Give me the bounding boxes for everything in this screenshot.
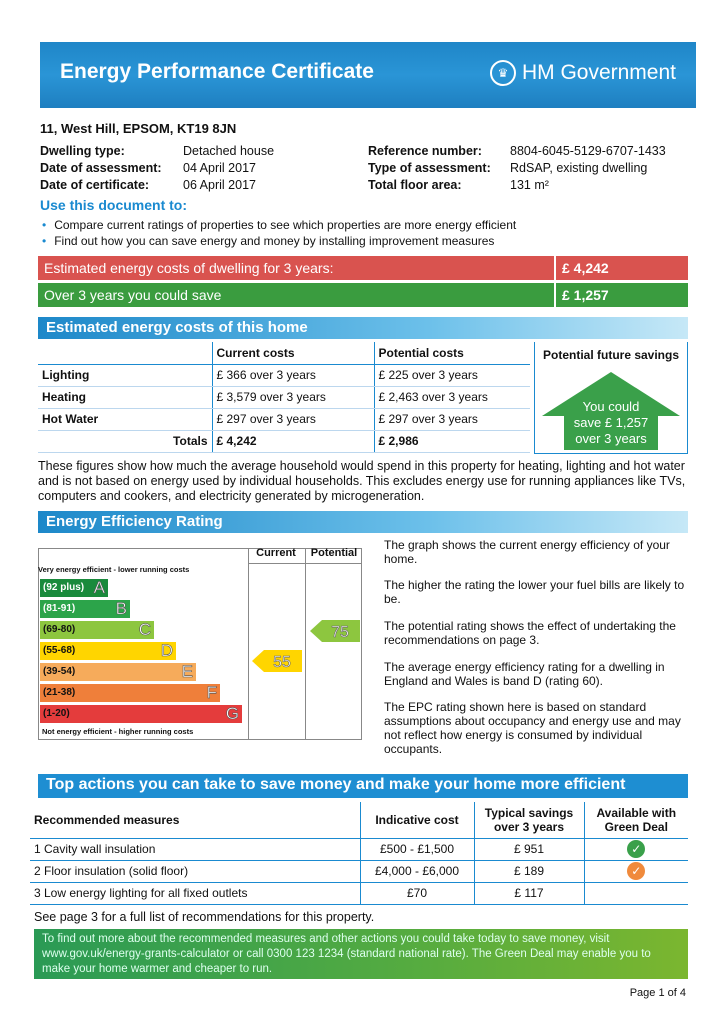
bullet-item: • Find out how you can save energy and money by installing improvement measures (42, 233, 516, 249)
table-row (30, 838, 688, 860)
column-potential-label: Potential (310, 547, 358, 559)
measure-cost: £500 - £1,500 (360, 838, 474, 860)
measure-saving: £ 117 (474, 882, 584, 904)
divider (248, 563, 362, 564)
efficiency-note: The EPC rating shown here is based on standard assumptions about occupancy and energy use and may not reflect how energy is consumed by individual occupants. (384, 700, 681, 756)
actions-header-cost: Indicative cost (360, 802, 474, 838)
band-c: (69-80) C (40, 621, 154, 639)
green-deal-info: To find out more about the recommended measures and other actions you could take today to save money, visit www.gov.uk/energy-grants-calculator or call 0300 123 1234 (standard national rate). The Green Deal may enable you to make your home warmer and cheaper to run. (34, 929, 688, 979)
top-actions-title: Top actions you can take to save money and make your home more efficient (38, 774, 688, 798)
table-row (38, 408, 530, 430)
measure-name: 2 Floor insulation (solid floor) (30, 860, 360, 882)
savings-label: Over 3 years you could save (44, 287, 222, 303)
green-deal-cell (584, 838, 688, 860)
details-left (40, 143, 274, 194)
measure-saving: £ 189 (474, 860, 584, 882)
green-deal-cell (584, 860, 688, 882)
band-e: (39-54) E (40, 663, 196, 681)
band-g: (1-20) G (40, 705, 242, 723)
government-label: HM Government (521, 61, 676, 84)
efficiency-note: The potential rating shows the effect of undertaking the recommendations on page 3. (384, 619, 676, 647)
table-row (30, 882, 688, 904)
costs-header-blank (38, 342, 212, 364)
costs-potential-hot-water: £ 297 over 3 years (374, 408, 530, 430)
current-rating-value: 55 (273, 654, 291, 671)
table-row (30, 860, 688, 882)
crest-icon: ♛ (490, 60, 516, 86)
detail-assessment-type: Type of assessment: RdSAP, existing dwelling (368, 161, 648, 175)
estimated-cost-bar (38, 256, 688, 280)
government-logo (490, 60, 676, 86)
efficiency-note: The average energy efficiency rating for a dwelling in England and Wales is band D (rating 60). (384, 660, 665, 688)
see-page-3-note: See page 3 for a full list of recommendations for this property. (34, 910, 375, 924)
potential-rating-arrow (310, 620, 360, 642)
costs-item-lighting: Lighting (38, 364, 212, 386)
detail-date-certificate: Date of certificate: 06 April 2017 (40, 178, 256, 192)
band-a: (92 plus) A (40, 579, 108, 597)
costs-potential-heating: £ 2,463 over 3 years (374, 386, 530, 408)
use-document-title: Use this document to: (40, 197, 188, 213)
savings-arrow-line1: You could (582, 399, 640, 414)
divider (305, 548, 306, 740)
costs-totals-label: Totals (38, 430, 212, 452)
costs-header-current: Current costs (212, 342, 374, 364)
certificate-title: Energy Performance Certificate (60, 60, 374, 83)
actions-header-savings: Typical savings over 3 years (474, 802, 584, 838)
costs-explanation: These figures show how much the average household would spend in this property for heating, lighting and hot water and is not based on energy used by individual households. This excludes energy use for running appliances like TVs, computers and cookers, and electricity generated by microgeneration. (38, 459, 686, 503)
certificate-header (40, 42, 696, 108)
check-icon: ✓ (627, 862, 645, 880)
costs-header-potential: Potential costs (374, 342, 530, 364)
property-address: 11, West Hill, EPSOM, KT19 8JN (40, 121, 237, 136)
savings-value: £ 1,257 (554, 283, 615, 307)
check-icon: ✓ (627, 840, 645, 858)
section-efficiency-title: Energy Efficiency Rating (38, 511, 688, 533)
actions-header-green-deal: Available with Green Deal (584, 802, 688, 838)
costs-item-heating: Heating (38, 386, 212, 408)
bullet-item: • Compare current ratings of properties to see which properties are more energy efficient (42, 217, 516, 233)
efficiency-note: The graph shows the current energy efficiency of your home. (384, 538, 670, 566)
use-bullets (42, 217, 516, 249)
costs-header-row (38, 342, 530, 364)
costs-current-lighting: £ 366 over 3 years (212, 364, 374, 386)
band-f: (21-38) F (40, 684, 220, 702)
savings-bar (38, 283, 688, 307)
measure-cost: £4,000 - £6,000 (360, 860, 474, 882)
efficiency-bottom-label: Not energy efficient - higher running costs (42, 727, 194, 736)
estimated-cost-value: £ 4,242 (554, 256, 615, 280)
detail-floor-area: Total floor area: 131 m² (368, 178, 549, 192)
savings-arrow (540, 370, 682, 452)
measure-name: 3 Low energy lighting for all fixed outlets (30, 882, 360, 904)
green-deal-cell (584, 882, 688, 904)
costs-totals-current: £ 4,242 (212, 430, 374, 452)
actions-header-row (30, 802, 688, 838)
detail-dwelling-type: Dwelling type: Detached house (40, 144, 275, 158)
costs-current-hot-water: £ 297 over 3 years (212, 408, 374, 430)
potential-savings-title: Potential future savings (542, 348, 680, 362)
table-row (38, 364, 530, 386)
band-b: (81-91) B (40, 600, 130, 618)
efficiency-top-label: Very energy efficient - lower running costs (38, 565, 190, 574)
current-rating-arrow (252, 650, 302, 672)
costs-totals-row (38, 430, 530, 452)
detail-reference-number: Reference number: 8804-6045-5129-6707-1433 (368, 144, 666, 158)
column-current-label: Current (256, 547, 296, 559)
costs-table (38, 342, 530, 453)
costs-potential-lighting: £ 225 over 3 years (374, 364, 530, 386)
potential-rating-value: 75 (331, 624, 349, 641)
efficiency-note: The higher the rating the lower your fuel bills are likely to be. (384, 578, 685, 606)
measure-saving: £ 951 (474, 838, 584, 860)
section-costs-title: Estimated energy costs of this home (38, 317, 688, 339)
estimated-cost-label: Estimated energy costs of dwelling for 3 years: (44, 260, 334, 276)
detail-date-assessment: Date of assessment: 04 April 2017 (40, 161, 256, 175)
savings-arrow-line3: over 3 years (575, 431, 647, 446)
band-d: (55-68) D (40, 642, 176, 660)
divider (248, 548, 249, 740)
costs-totals-potential: £ 2,986 (374, 430, 530, 452)
table-row (38, 386, 530, 408)
savings-arrow-line2: save £ 1,257 (573, 415, 649, 430)
measure-cost: £70 (360, 882, 474, 904)
actions-header-measures: Recommended measures (30, 802, 360, 838)
costs-item-hot-water: Hot Water (38, 408, 212, 430)
details-right (368, 143, 666, 194)
actions-table (30, 802, 688, 905)
measure-name: 1 Cavity wall insulation (30, 838, 360, 860)
page-number: Page 1 of 4 (629, 987, 686, 999)
costs-current-heating: £ 3,579 over 3 years (212, 386, 374, 408)
